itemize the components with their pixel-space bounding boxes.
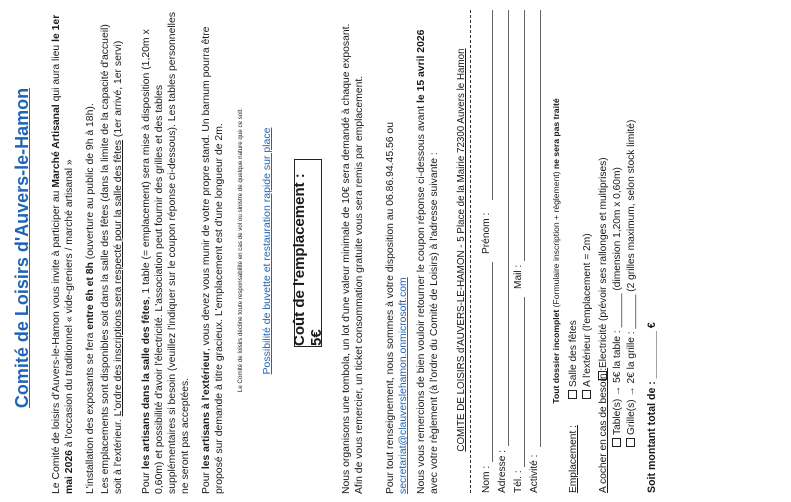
salle-option[interactable]: Salle des fêtes [568, 320, 580, 399]
adresse-field[interactable] [508, 10, 509, 446]
grilles-option[interactable]: Grille(s) → 2€ la grille : ______ (2 grilles maximum, selon stock limité) [626, 120, 638, 447]
places-paragraph: Les emplacements sont disponibles soit dans la salle des fêtes (dans la limite de la capacité d'accueil) soit à l'extérieur. L'ordre des inscriptions sera respecté pour la salle des fêtes (1er arrivé, 1er servi) [100, 24, 124, 494]
thanks-paragraph: Nous vous remercions de bien vouloir retourner le coupon réponse ci-dessous avant le 15 avril 2026 avec votre règlement (à l'ordre du Comité de Loisirs) à l'adresse suivante : [416, 29, 440, 494]
contact-paragraph: Pour tout renseignement, nous sommes à votre disposition au 06.86.94.45.56 ou secretariat@clauverslehamon.onmicrosoft.com [385, 122, 409, 494]
tables-option[interactable]: Table(s) → 5€ la table : ______ (dimension 1,20m x 0,60m) [612, 167, 624, 447]
emplacement-label: Emplacement : [568, 425, 579, 493]
incomplete-notice: Tout dossier incomplet (Formulaire inscription + règlement) ne sera pas traité [551, 98, 561, 404]
activite-label: Activité : [529, 454, 540, 493]
buvette-link[interactable]: Possibilité de buvette et restauration rapide sur place [261, 127, 273, 375]
nom-label: Nom : [481, 465, 492, 493]
nom-field[interactable] [492, 262, 493, 462]
return-address: COMITE DE LOISIRS d'AUVERS-LE-HAMON - 5 Place de la Mairie 72300 Auvers le Hamon [456, 48, 467, 452]
exterieur-checkbox[interactable] [582, 390, 591, 399]
exterieur-option[interactable]: A l'extérieur (l'emplacement = 2m) [582, 233, 594, 399]
tables-checkbox[interactable] [612, 438, 621, 447]
contact-email-link[interactable]: secretariat@clauverslehamon.onmicrosoft.com [398, 277, 409, 494]
disclaimer: Le Comité de loisirs décline toute responsabilité en cas de vol ou sinistre de quelque nature que ce soit. [237, 107, 244, 393]
mail-field[interactable] [524, 10, 525, 261]
prenom-field[interactable] [492, 10, 493, 200]
tel-label: Tél. : [513, 470, 524, 493]
activite-field[interactable] [540, 10, 541, 447]
salle-checkbox[interactable] [568, 390, 577, 399]
intro-paragraph: Le Comité de loisirs d'Auvers-le-Hamon vous invite à participer au Marché Artisanal qui aura lieu le 1er mai 2026 à l'occasion du traditionnel « vide-greniers / marché artisanal » [51, 14, 75, 494]
cocher-label: A cocher en cas de besoin : [598, 367, 609, 493]
electricite-option[interactable]: Electricité (prévoir ses rallonges et multiprises) [598, 157, 610, 380]
total-amount: Soit montant total de : ________ € [646, 322, 658, 493]
tombola-paragraph: Nous organisons une tombola, un lot d'une valeur minimale de 10€ sera demandé à chaque exposant. Afin de vous remercier, un ticket consommation gratuite vous sera remis par emplacement. [341, 23, 365, 494]
tel-field[interactable] [524, 297, 525, 467]
price-box: Coût de l'emplacement : 5€ [294, 159, 322, 347]
cut-line [470, 10, 471, 493]
prenom-label: Prénom : [481, 212, 492, 254]
grilles-checkbox[interactable] [626, 438, 635, 447]
artisans-inside-paragraph: Pour les artisans dans la salle des fêtes, 1 table (= emplacement) sera mise à disposition (1,20m x 0,60m) et possibilité d'avoir l'électricité. L'association peut fournir des grilles et des tables supplémentaires si besoin (veuillez l'indiquer sur le coupon réponse ci-dessous). Les tables personnelles ne seront pas acceptées. [141, 12, 191, 494]
page-title: Comité de Loisirs d'Auvers-le-Hamon [12, 87, 32, 409]
install-paragraph: L'installation des exposants se fera entre 6h et 8h (ouverture au public de 9h à 18h). [85, 103, 96, 494]
mail-label: Mail : [513, 264, 524, 289]
artisans-outside-paragraph: Pour les artisans à l'extérieur, vous devez vous munir de votre propre stand. Un barnum pourra être proposé sur demande à titre gracieux. L'emplacement est d'une longueur de 2m. [201, 26, 225, 494]
adresse-label: Adresse : [497, 449, 508, 493]
electricite-checkbox[interactable] [598, 371, 607, 380]
